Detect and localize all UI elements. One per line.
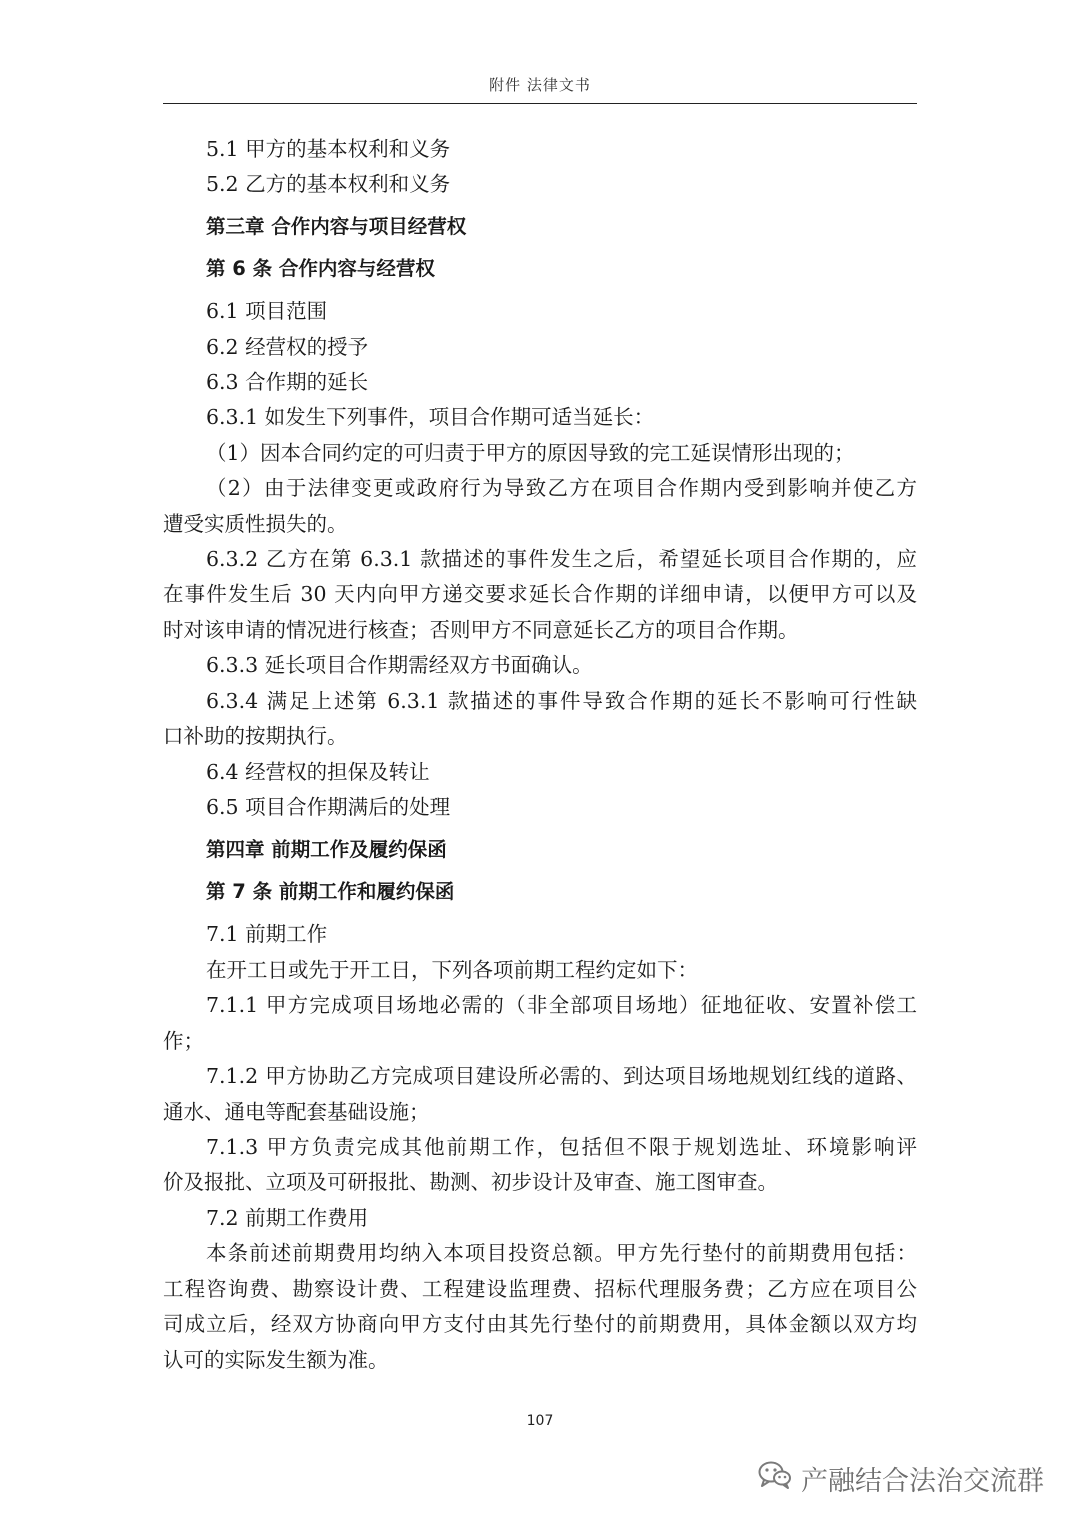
header-rule <box>163 103 917 104</box>
clause-6-3-4-cont: 口补助的按期执行。 <box>163 724 348 748</box>
item-2-cont: 遭受实质性损失的。 <box>163 512 348 536</box>
clause-6-2: 6.2 经营权的授予 <box>206 335 369 359</box>
clause-6-3-2: 6.3.2 乙方在第 6.3.1 款描述的事件发生之后，希望延长项目合作期的，应 <box>206 547 917 571</box>
clause-6-3-4: 6.3.4 满足上述第 6.3.1 款描述的事件导致合作期的延长不影响可行性缺 <box>206 689 917 713</box>
clause-7-2-cont-1: 工程咨询费、勘察设计费、工程建设监理费、招标代理服务费；乙方应在项目公 <box>163 1277 917 1301</box>
clause-6-3-3: 6.3.3 延长项目合作期需经双方书面确认。 <box>206 653 593 677</box>
clause-6-3-2-cont-1: 在事件发生后 30 天内向甲方递交要求延长合作期的详细申请，以便甲方可以及 <box>163 582 917 606</box>
watermark-text: 产融结合法治交流群 <box>801 1465 1044 1497</box>
clause-7-1-3: 7.1.3 甲方负责完成其他前期工作，包括但不限于规划选址、环境影响评 <box>206 1135 917 1159</box>
chapter-3-heading: 第三章 合作内容与项目经营权 <box>206 215 467 238</box>
clause-7-1-1-cont: 作； <box>163 1029 204 1053</box>
clause-7-2-cont-2: 司成立后，经双方协商向甲方支付由其先行垫付的前期费用，具体金额以双方均 <box>163 1312 917 1336</box>
clause-7-2: 7.2 前期工作费用 <box>206 1206 369 1230</box>
clause-7-1-intro: 在开工日或先于开工日，下列各项前期工程约定如下： <box>206 958 698 982</box>
page-header: 附件 法律文书 <box>489 76 591 94</box>
clause-7-2-body: 本条前述前期费用均纳入本项目投资总额。甲方先行垫付的前期费用包括： <box>206 1241 917 1265</box>
clause-6-1: 6.1 项目范围 <box>206 299 328 323</box>
chapter-4-heading: 第四章 前期工作及履约保函 <box>206 838 447 861</box>
watermark <box>757 1458 1044 1498</box>
wechat-icon <box>757 1459 793 1498</box>
clause-7-1: 7.1 前期工作 <box>206 922 328 946</box>
clause-7-1-3-cont: 价及报批、立项及可研报批、勘测、初步设计及审查、施工图审查。 <box>163 1170 778 1194</box>
clause-6-4: 6.4 经营权的担保及转让 <box>206 760 430 784</box>
clause-5-1: 5.1 甲方的基本权利和义务 <box>206 137 451 161</box>
clause-6-3-1: 6.3.1 如发生下列事件，项目合作期可适当延长： <box>206 405 655 429</box>
clause-6-3-2-cont-2: 时对该申请的情况进行核查；否则甲方不同意延长乙方的项目合作期。 <box>163 618 799 642</box>
clause-6-5: 6.5 项目合作期满后的处理 <box>206 795 451 819</box>
article-6-heading: 第 6 条 合作内容与经营权 <box>206 257 435 280</box>
page-number: 107 <box>526 1413 554 1429</box>
article-7-heading: 第 7 条 前期工作和履约保函 <box>206 880 455 903</box>
clause-7-1-2: 7.1.2 甲方协助乙方完成项目建设所必需的、到达项目场地规划红线的道路、 <box>206 1064 917 1088</box>
clause-5-2: 5.2 乙方的基本权利和义务 <box>206 172 451 196</box>
clause-7-1-2-cont: 通水、通电等配套基础设施； <box>163 1100 430 1124</box>
clause-6-3: 6.3 合作期的延长 <box>206 370 369 394</box>
clause-7-2-cont-3: 认可的实际发生额为准。 <box>163 1348 389 1372</box>
clause-7-1-1: 7.1.1 甲方完成项目场地必需的（非全部项目场地）征地征收、安置补偿工 <box>206 993 917 1017</box>
item-1: （1）因本合同约定的可归责于甲方的原因导致的完工延误情形出现的； <box>206 441 855 465</box>
item-2: （2）由于法律变更或政府行为导致乙方在项目合作期内受到影响并使乙方 <box>206 476 917 500</box>
